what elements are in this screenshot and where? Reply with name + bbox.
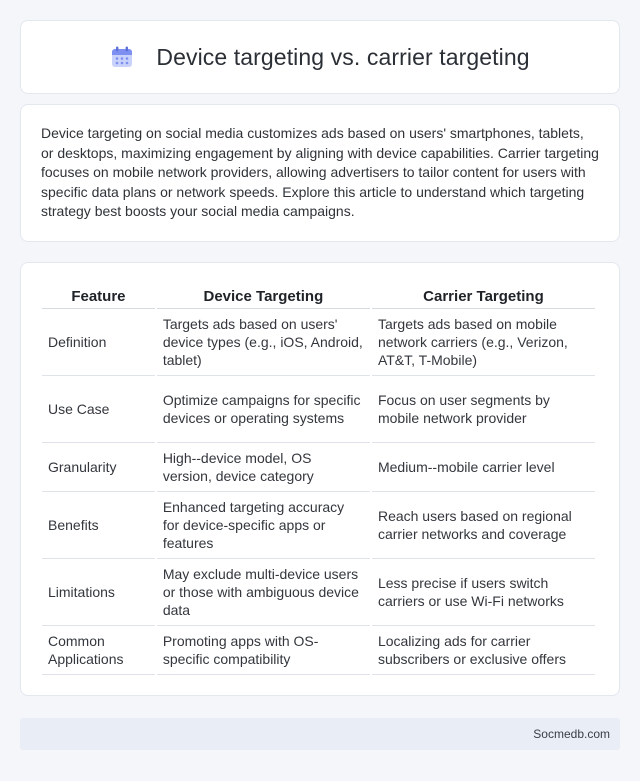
page-title: Device targeting vs. carrier targeting — [156, 43, 530, 70]
row-feature: Definition — [42, 309, 155, 376]
footer — [20, 718, 620, 750]
row-carrier: Less precise if users switch carriers or use Wi-Fi networks — [372, 559, 595, 626]
table-row — [42, 309, 595, 376]
row-carrier: Targets ads based on mobile network carriers (e.g., Verizon, AT&T, T-Mobile) — [372, 309, 595, 376]
title-card — [20, 20, 620, 94]
row-device: Optimize campaigns for specific devices or operating systems — [157, 376, 370, 443]
table-row — [42, 443, 595, 492]
row-feature: Granularity — [42, 443, 155, 492]
row-device: Targets ads based on users' device types (e.g., iOS, Android, tablet) — [157, 309, 370, 376]
row-feature: Use Case — [42, 376, 155, 443]
table-row — [42, 492, 595, 559]
table-row — [42, 626, 595, 675]
footer-source-link[interactable]: Socmedb.com — [533, 727, 610, 741]
table-row — [42, 559, 595, 626]
header-carrier-targeting: Carrier Targeting — [372, 283, 595, 309]
comparison-card — [20, 262, 620, 696]
intro-card — [20, 104, 620, 242]
row-device: High--device model, OS version, device category — [157, 443, 370, 492]
table-row — [42, 376, 595, 443]
calendar-icon — [110, 45, 134, 69]
row-carrier: Focus on user segments by mobile network provider — [372, 376, 595, 443]
row-carrier: Medium--mobile carrier level — [372, 443, 595, 492]
table-header-row — [42, 283, 595, 309]
row-feature: Common Applications — [42, 626, 155, 675]
header-device-targeting: Device Targeting — [157, 283, 370, 309]
row-device: Promoting apps with OS-specific compatibility — [157, 626, 370, 675]
row-feature: Benefits — [42, 492, 155, 559]
comparison-table — [40, 283, 597, 675]
row-carrier: Localizing ads for carrier subscribers or exclusive offers — [372, 626, 595, 675]
row-device: Enhanced targeting accuracy for device-specific apps or features — [157, 492, 370, 559]
row-carrier: Reach users based on regional carrier networks and coverage — [372, 492, 595, 559]
row-device: May exclude multi-device users or those with ambiguous device data — [157, 559, 370, 626]
row-feature: Limitations — [42, 559, 155, 626]
header-feature: Feature — [42, 283, 155, 309]
intro-paragraph: Device targeting on social media customizes ads based on users' smartphones, tablets, or desktops, maximizing engagement by aligning with device capabilities. Carrier targeting focuses on mobile network providers, allowing advertisers to tailor content for users with specific data plans or network speeds. Explore this article to understand which targeting strategy best boosts your social media campaigns. — [41, 125, 599, 219]
